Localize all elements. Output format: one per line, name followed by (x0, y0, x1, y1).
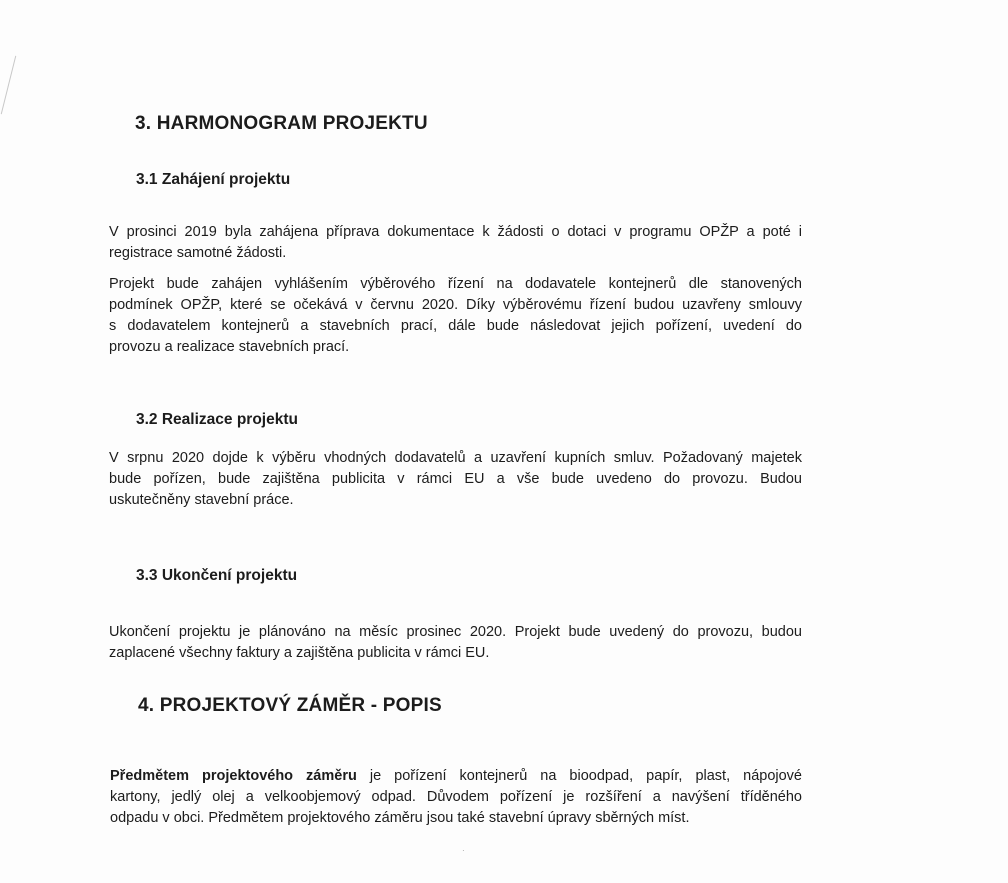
scan-artifact-line (1, 56, 16, 114)
paragraph-line: registrace samotné žádosti. (109, 245, 287, 261)
paragraph-line: odpadu v obci. Předmětem projektového záměru jsou také stavební úpravy sběrných míst. (110, 810, 690, 826)
section-3-heading: 3. HARMONOGRAM PROJEKTU (135, 113, 428, 134)
section-3-3-heading: 3.3 Ukončení projektu (136, 567, 298, 584)
paragraph-line: zaplacené všechny faktury a zajištěna publicita v rámci EU. (109, 645, 490, 661)
section-3-3-paragraph-1 (109, 622, 802, 664)
paragraph-text: je pořízení kontejnerů na bioodpad, papír, plast, nápojové (356, 768, 802, 784)
paragraph-line: kartony, jedlý olej a velkoobjemový odpad. Důvodem pořízení je rozšíření a navýšení tříděného (110, 789, 802, 805)
paragraph-line: provozu a realizace stavebních prací. (109, 339, 350, 355)
paragraph-line: podmínek OPŽP, které se očekává v červnu 2020. Díky výběrovému řízení budou uzavřeny smlouvy (109, 297, 802, 313)
paragraph-line: s dodavatelem kontejnerů a stavebních prací, dále bude následovat jejich pořízení, uvedení do (109, 318, 802, 334)
paragraph-line: Projekt bude zahájen vyhlášením výběrového řízení na dodavatele kontejnerů dle stanovených (109, 276, 802, 292)
paragraph-line: bude pořízen, bude zajištěna publicita v rámci EU a vše bude uvedeno do provozu. Budou (109, 471, 802, 487)
section-3-1-paragraph-2 (109, 274, 802, 358)
emphasis-lead: Předmětem projektového záměru (110, 768, 357, 784)
section-3-2-heading: 3.2 Realizace projektu (136, 411, 298, 428)
section-3-1-paragraph-1 (109, 222, 802, 264)
section-4-paragraph-1 (110, 766, 802, 829)
paragraph-line: V prosinci 2019 byla zahájena příprava dokumentace k žádosti o dotaci v programu OPŽP a poté i (109, 224, 802, 240)
scan-speck: · (462, 846, 465, 855)
section-3-2-paragraph-1 (109, 448, 802, 511)
section-4-heading: 4. PROJEKTOVÝ ZÁMĚR - POPIS (138, 695, 442, 716)
paragraph-line (110, 766, 802, 787)
paragraph-line: uskutečněny stavební práce. (109, 492, 294, 508)
paragraph-line: Ukončení projektu je plánováno na měsíc prosinec 2020. Projekt bude uvedený do provozu, budou (109, 624, 802, 640)
section-3-1-heading: 3.1 Zahájení projektu (136, 171, 291, 188)
paragraph-line: V srpnu 2020 dojde k výběru vhodných dodavatelů a uzavření kupních smluv. Požadovaný majetek (109, 450, 802, 466)
